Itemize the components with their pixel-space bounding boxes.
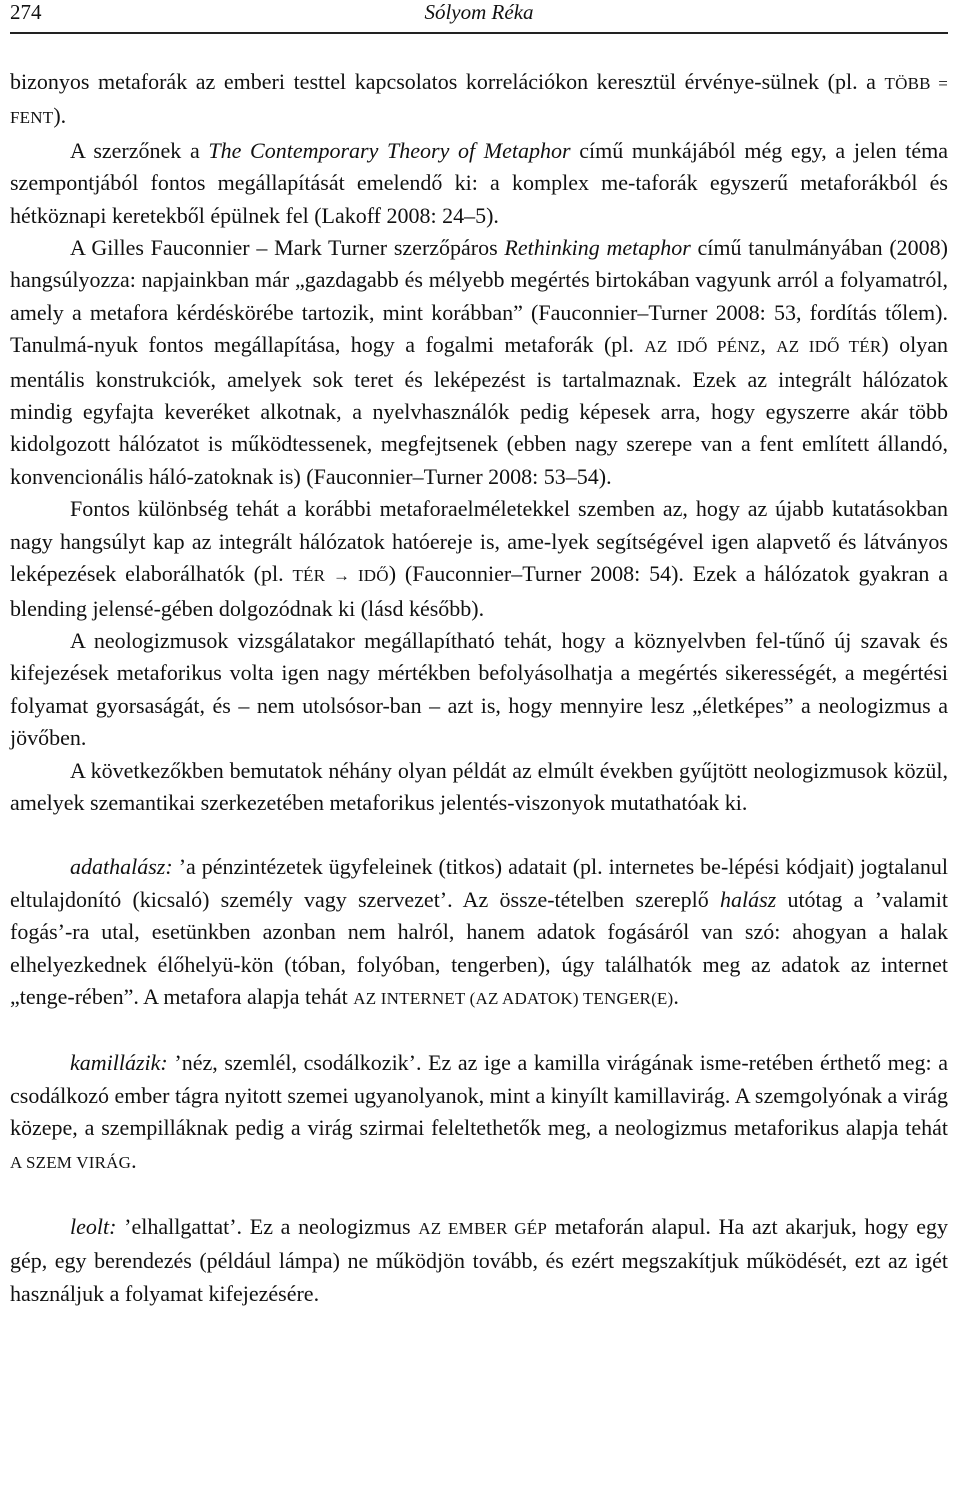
italic-title: The Contemporary Theory of Metaphor <box>208 137 571 163</box>
body-text <box>10 66 948 1310</box>
small-caps-term: AZ INTERNET (AZ ADATOK) TENGER(E) <box>353 988 674 1008</box>
text-run: című munkájából még egy, a jelen téma szempontjából fontos megállapítását emelendő ki: a komplex me-taforák egyszerű metaforákból és hétköznapi keretekből épülnek fel (Lakoff 2008: 24–5). <box>10 137 949 228</box>
text-run: ) (Fauconnier–Turner 2008: 54). Ezek a hálózatok gyakran a blending jelensé-gében dolgozódnak ki (lásd később). <box>10 561 949 621</box>
text-run: ’a pénzintézetek ügyfeleinek (titkos) adatait (pl. internetes be-lépési kódjait) jogtalanul eltulajdonító (kicsaló) személy vagy szervezet’. Az össze-tételben szereplő <box>10 854 948 912</box>
running-head: Sólyom Réka <box>424 0 534 24</box>
paragraph <box>10 625 948 755</box>
text-run: ’elhallgattat’. Ez a neologizmus <box>116 1214 419 1239</box>
small-caps-term: AZ IDŐ TÉR <box>776 337 882 357</box>
text-run: utótag a ’valamit fogás’-ra utal, esetünkben azonban nem halról, hanem adatok fogásáról van szó: ahogyan a halak elhelyezkednek élőhelyü-kön (tóban, folyóban, tengerben), úgy találhatók meg az adatok az internet „tenge-rében”. A metafora alapja tehát <box>10 886 948 1009</box>
text-run: bizonyos metaforák az emberi testtel kapcsolatos korrelációkon keresztül érvénye-sülnek (pl. a <box>10 69 885 94</box>
text-run: . <box>131 1147 137 1173</box>
small-caps-term: AZ IDŐ PÉNZ <box>644 337 761 357</box>
text-run: ). <box>53 103 67 129</box>
page-number: 274 <box>10 0 42 24</box>
text-run: A neologizmusok vizsgálatakor megállapítható tehát, hogy a köznyelvben fel-tűnő új szavak és kifejezések metaforikus volta igen nagy mértékben befolyásolhatja a megértés sikerességét, a megértési folyamat gyorsaságát, és – nem utolsósor-ban – azt is, hogy mennyire lesz „életképes” a neologizmus a jövőben. <box>10 627 948 751</box>
small-caps-term: AZ EMBER GÉP <box>418 1219 548 1238</box>
text-run: ’néz, szemlél, csodálkozik’. Ez az ige a kamilla virágának isme-retében érthető meg: a csodálkozó ember tágra nyitott szemei ugyanolyanok, mint a kinyílt kamillavirág. A szemgolyónak a virág közepe, a szempilláknak pedig a virág szirmai feleltethetők meg, a neologizmus metaforikus alapja tehát <box>10 1050 948 1141</box>
entry-term: leolt: <box>70 1214 117 1239</box>
text-run: A következőkben bemutatok néhány olyan példát az elmúlt években gyűjtött neologizmusok közül, amelyek szemantikai szerkezetében metaforikus jelentés-viszonyok mutathatóak ki. <box>10 757 948 815</box>
paragraph <box>10 493 948 625</box>
small-caps-term: A SZEM VIRÁG <box>10 1152 132 1172</box>
text-run: A Gilles Fauconnier – Mark Turner szerzőpáros <box>70 235 505 261</box>
example-entry <box>10 851 948 1015</box>
italic-title: Rethinking metaphor <box>504 235 691 261</box>
italic-word: halász <box>719 886 777 912</box>
text-run: . <box>673 983 679 1009</box>
text-run: Fontos különbség tehát a korábbi metaforaelméletekkel szemben az, hogy az újabb kutatásokban nagy hangsúlyt kap az integrált hálózatok hatóereje is, ame-lyek segítségével igen alapvető és látványos leképezések elaborálhatók (pl. <box>10 496 948 587</box>
text-run: ) olyan mentális konstrukciók, amelyek sok teret és leképezést is tartalmaznak. Ezek az integrált hálózatok mindig egyfajta keveréket alkotnak, a nyelvhasználók pedig képesek arra, hogy egyszerre akár több kidolgozott hálózatot is működtessenek, megfejtsenek (ebben nagy szerepe van a fent említett állandó, konvencionális háló-zatoknak is) (Fauconnier–Turner 2008: 53–54). <box>10 332 949 489</box>
entry-term: kamillázik: <box>70 1050 168 1076</box>
small-caps-term: TÖBB = FENT <box>10 74 948 128</box>
text-run: A szerzőnek a <box>70 137 209 163</box>
page-header <box>10 0 948 34</box>
paragraph <box>10 66 948 135</box>
text-run: metaforán alapul. Ha azt akarjuk, hogy egy gép, egy berendezés (például lámpa) ne működjön tovább, és ezért megszakítjuk működését, ezt az igét használjuk a folyamat kifejezésére. <box>10 1214 949 1306</box>
text-run: , <box>760 332 777 358</box>
example-entry <box>10 1211 948 1310</box>
paragraph <box>10 232 948 493</box>
paragraph <box>10 755 948 820</box>
entry-term: adathalász: <box>70 854 173 880</box>
example-entry <box>10 1047 948 1179</box>
small-caps-term: TÉR → IDŐ <box>292 566 389 586</box>
text-run: című tanulmányában (2008) hangsúlyozza: napjainkban már „gazdagabb és mélyebb megértés birtokában vagyunk arról a folyamatról, amely a metafora kérdéskörébe tartozik, mint korábban” (Fauconnier–Turner 2008: 53, fordítás tőlem). Tanulmá-nyuk fontos megállapítása, hogy a fogalmi metaforák (pl. <box>10 235 948 358</box>
paragraph <box>10 135 948 232</box>
